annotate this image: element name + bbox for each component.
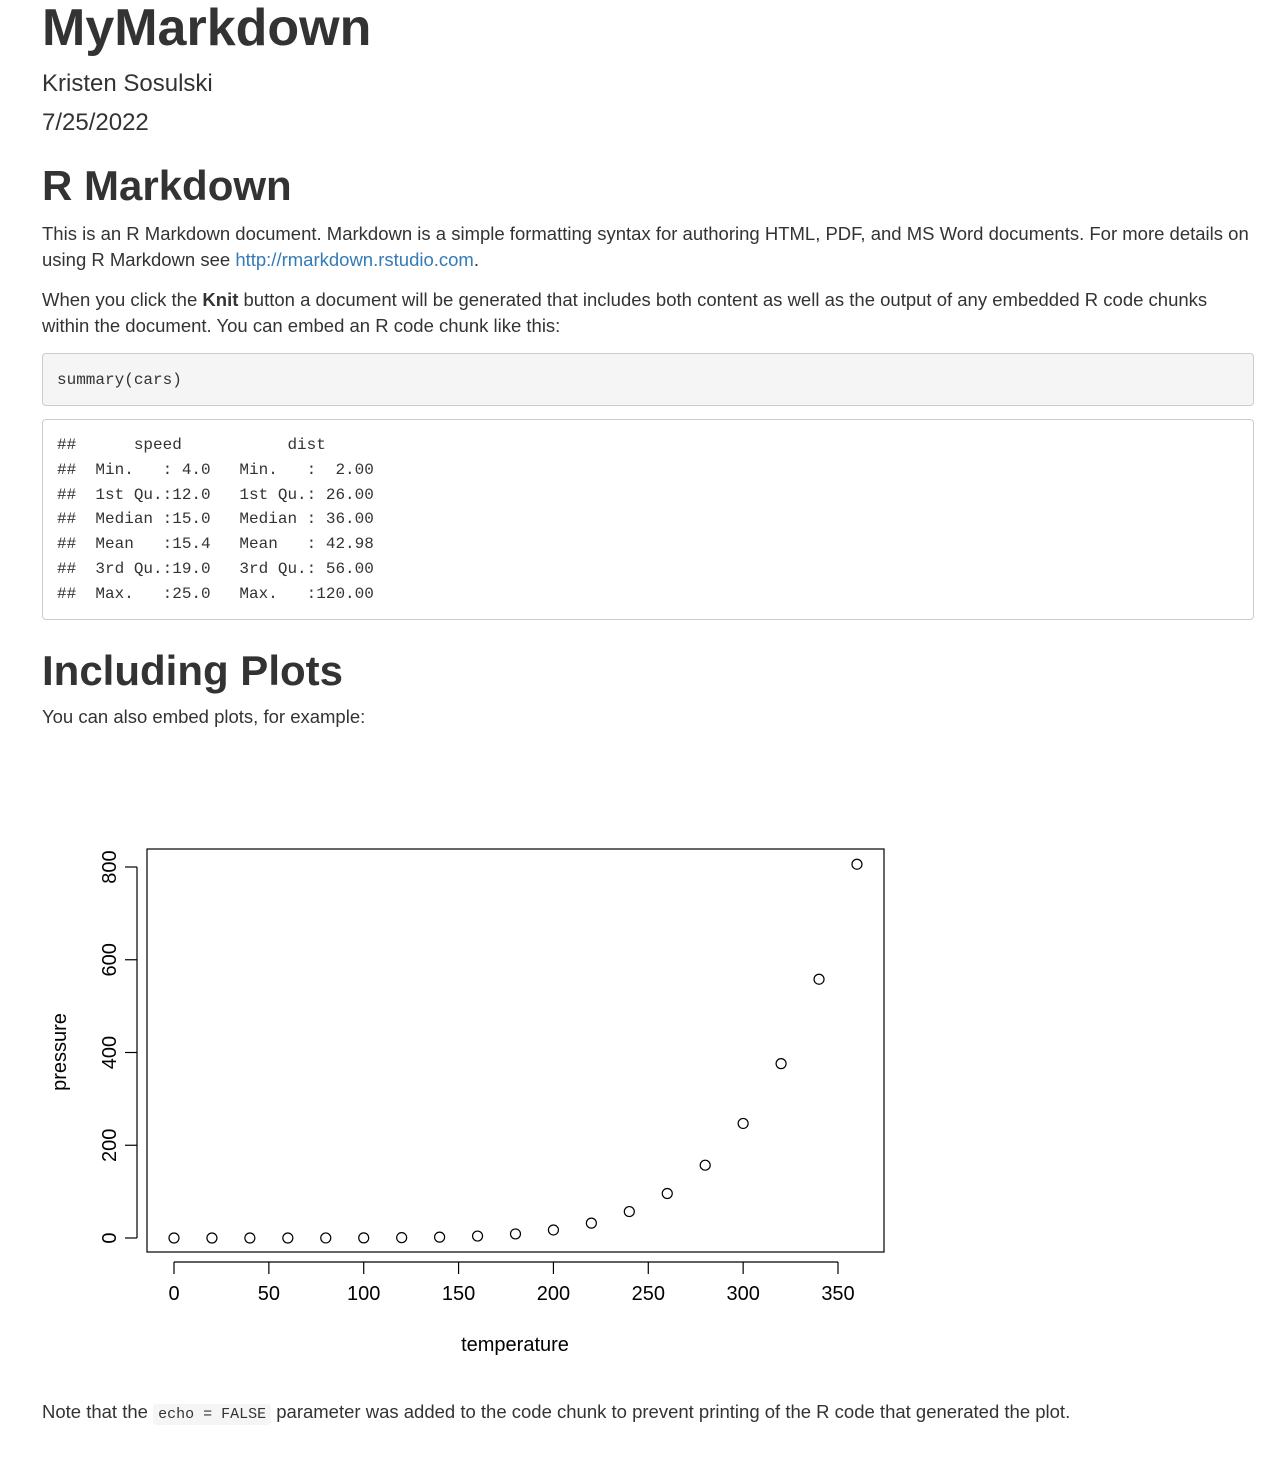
y-axis-label: pressure [49, 1013, 71, 1091]
data-point [473, 1231, 483, 1241]
y-tick-label: 0 [99, 1232, 121, 1244]
data-point [624, 1207, 634, 1217]
data-point [245, 1233, 255, 1243]
paragraph-plots-intro: You can also embed plots, for example: [42, 706, 366, 727]
x-tick-label: 0 [168, 1283, 180, 1305]
data-point [510, 1229, 520, 1239]
x-tick-label: 300 [726, 1283, 760, 1305]
paragraph-note-after: parameter was added to the code chunk to prevent printing of the R code that generated the plot. [271, 1401, 1071, 1422]
y-tick-label: 800 [99, 850, 121, 884]
section-heading-including-plots: Including Plots [42, 647, 343, 694]
x-tick-label: 200 [536, 1283, 571, 1305]
data-point [814, 974, 824, 984]
data-point [207, 1233, 217, 1243]
x-tick-label: 50 [257, 1283, 280, 1305]
y-tick-label: 200 [99, 1128, 121, 1162]
data-point [321, 1233, 331, 1243]
data-point [283, 1233, 293, 1243]
x-tick-label: 350 [821, 1283, 855, 1305]
rmarkdown-link[interactable]: http://rmarkdown.rstudio.com [235, 249, 474, 270]
data-point [359, 1233, 369, 1243]
y-tick-label: 400 [99, 1035, 121, 1070]
code-output-text: ## speed dist ## Min. : 4.0 Min. : 2.00 ## 1st Qu.:12.0 1st Qu.: 26.00 ## Median :15.0 Median : 36.00 ## Mean :15.4 Mean : 42.98 ## 3rd Qu.:19.0 3rd Qu.: 56.00 ## Max. :25.0 Max. :120.00 [57, 436, 374, 603]
paragraph-intro-text: This is an R Markdown document. Markdown is a simple formatting syntax for authoring HTML, PDF, and MS Word documents. For more details on using R Markdown see [42, 223, 1249, 270]
x-tick-label: 150 [441, 1283, 476, 1305]
data-point [586, 1218, 596, 1228]
x-tick-label: 250 [631, 1283, 665, 1305]
data-point [852, 859, 862, 869]
paragraph-knit-after: button a document will be generated that includes both content as well as the output of any embedded R code chunks within the document. You can embed an R code chunk like this: [42, 289, 1208, 336]
data-point [548, 1225, 558, 1235]
page-title: MyMarkdown [42, 0, 372, 57]
paragraph-intro-end: . [473, 249, 479, 270]
data-point [738, 1118, 748, 1128]
data-point [662, 1188, 672, 1198]
data-point [397, 1233, 407, 1243]
code-chunk-text: summary(cars) [57, 371, 182, 389]
x-axis-label: temperature [461, 1334, 569, 1356]
y-tick-label: 600 [99, 943, 121, 977]
x-tick-label: 100 [347, 1283, 381, 1305]
paragraph-knit-before: When you click the [42, 289, 203, 310]
data-point [776, 1059, 786, 1069]
date: 7/25/2022 [42, 109, 149, 136]
data-point [169, 1233, 179, 1243]
author: Kristen Sosulski [42, 70, 213, 97]
knit-bold: Knit [202, 289, 239, 310]
data-point [700, 1160, 710, 1170]
inline-code-echo: echo = FALSE [153, 1404, 271, 1425]
section-heading-r-markdown: R Markdown [42, 162, 292, 209]
paragraph-note-before: Note that the [42, 1401, 154, 1422]
data-point [435, 1232, 445, 1242]
plot-frame [147, 849, 884, 1252]
